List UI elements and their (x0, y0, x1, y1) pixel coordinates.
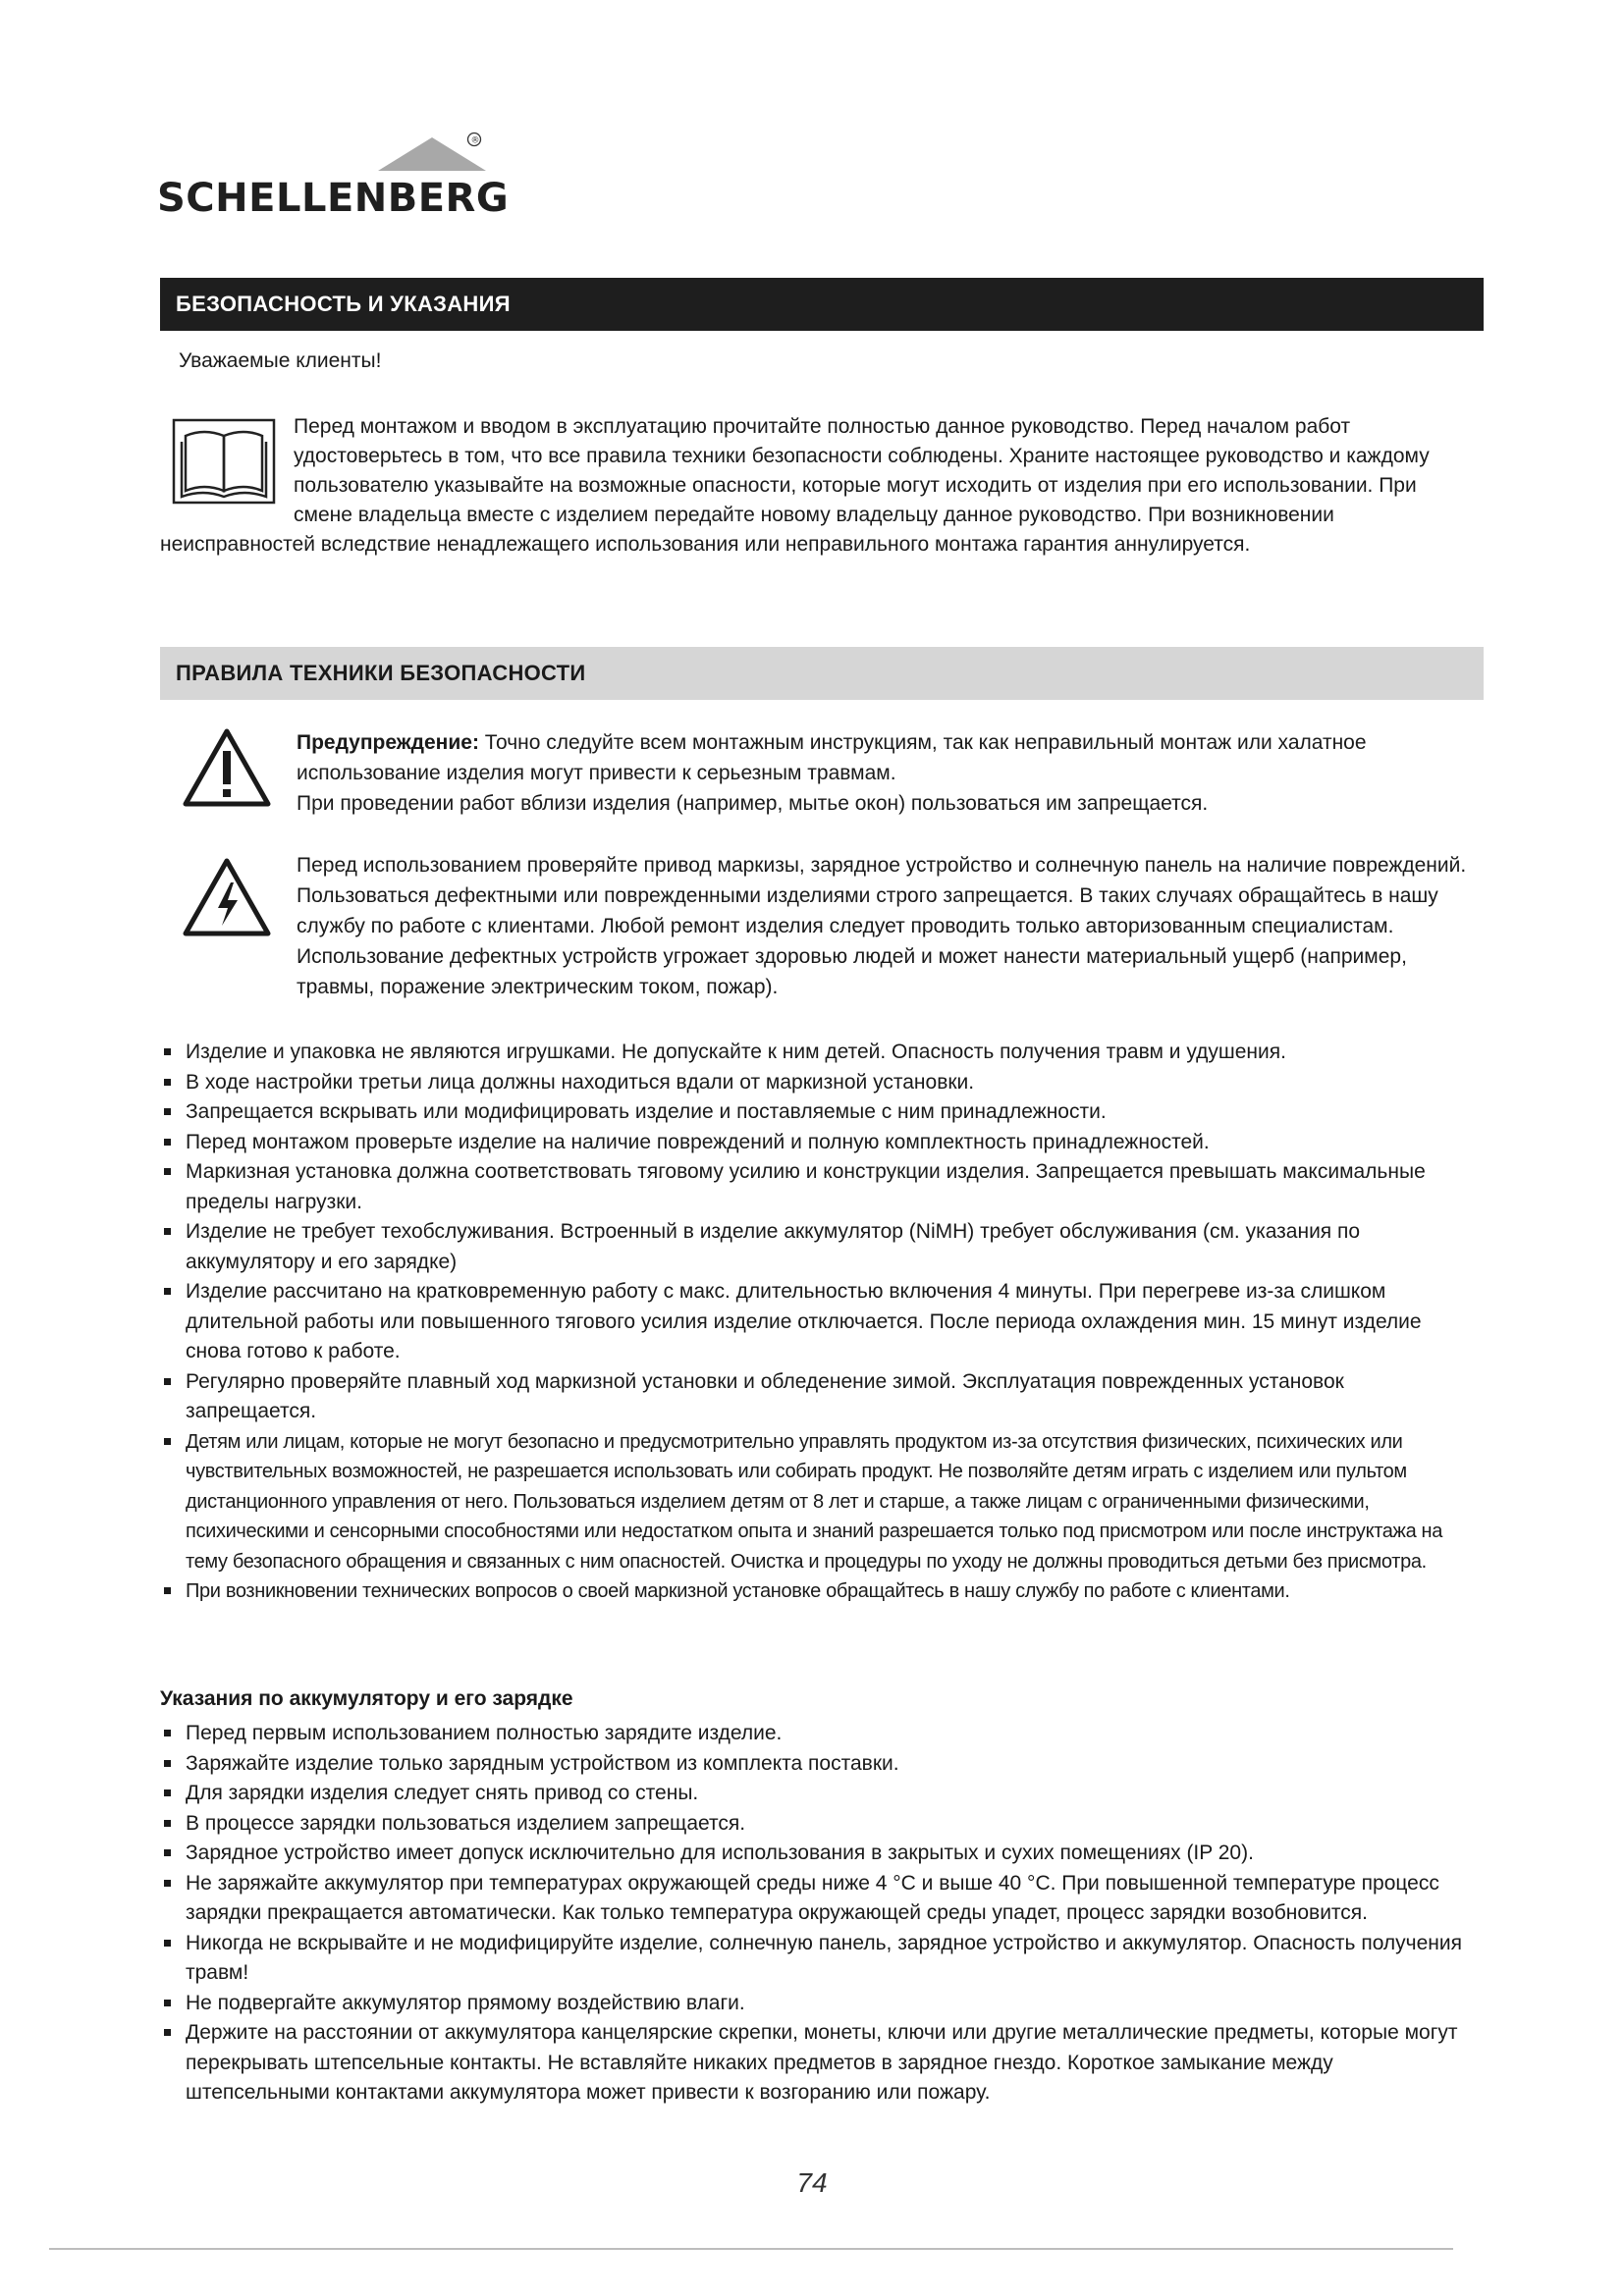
list-item: Изделие и упаковка не являются игрушками. Не допускайте к ним детей. Опасность получения травм и удушения. (160, 1038, 1476, 1068)
greeting: Уважаемые клиенты! (179, 349, 382, 372)
list-item: Не заряжайте аккумулятор при температурах окружающей среды ниже 4 °C и выше 40 °C. При повышенной температуре процесс зарядки прекращается автоматически. Как только температура окружающей среды упадет, процесс зарядки возобновится. (160, 1869, 1476, 1929)
list-item: Запрещается вскрывать или модифицировать изделие и поставляемые с ним принадлежности. (160, 1097, 1476, 1128)
brand-wordmark: SCHELLENBERG (157, 176, 510, 221)
electric-warning-text: Перед использованием проверяйте привод маркизы, зарядное устройство и солнечную панель на наличие повреждений. Пользоваться дефектными или поврежденными изделиями строго запрещается. В таких случаях обращайтесь в нашу службу по работе с клиентами. Любой ремонт изделия следует проводить только авторизованным специалистам. Использование дефектных устройств угрожает здоровью людей и может нанести материальный ущерб (например, травмы, поражение электрическим током, пожар). (297, 854, 1467, 998)
battery-subtitle: Указания по аккумулятору и его зарядке (160, 1687, 573, 1710)
list-item: Детям или лицам, которые не могут безопасно и предусмотрительно управлять продуктом из-за отсутствия физических, психических или чувствительных возможностей, не разрешается использовать или собирать продукт. Не позволяйте детям играть с изделием или пультом дистанционного управления от него. Пользоваться изделием детям от 8 лет и старше, а также лицам с ограниченными физическими, психическими и сенсорными способностями или недостатком опыта и знаний разрешается только под присмотром или после инструктажа на тему безопасного обращения и связанных с ним опасностей. Очистка и процедуры по уходу не должны проводиться детьми без присмотра. (160, 1427, 1476, 1577)
list-item: Заряжайте изделие только зарядным устройством из комплекта поставки. (160, 1749, 1476, 1780)
section-header-rules (160, 647, 1484, 700)
list-item: Никогда не вскрывайте и не модифицируйте изделие, солнечную панель, зарядное устройство и аккумулятор. Опасность получения травм! (160, 1929, 1476, 1989)
warning-label: Предупреждение: (297, 731, 479, 754)
list-item: Изделие рассчитано на кратковременную работу с макс. длительностью включения 4 минуты. При перегреве из-за слишком длительной работы или повышенного тягового усилия изделие отключается. После периода охлаждения мин. 15 минут изделие снова готово к работе. (160, 1277, 1476, 1367)
book-icon (172, 418, 276, 505)
page-number: 74 (796, 2167, 828, 2198)
warning-text (297, 727, 1475, 819)
electric-hazard-icon (183, 857, 271, 937)
intro-paragraph (160, 412, 1466, 560)
list-item: Зарядное устройство имеет допуск исключительно для использования в закрытых и сухих помещениях (IP 20). (160, 1839, 1476, 1869)
roof-logo-icon (157, 130, 491, 179)
footer-divider (49, 2248, 1453, 2250)
warning-body: Точно следуйте всем монтажным инструкциям, так как неправильный монтаж или халатное использование изделия могут привести к серьезным травмам. (297, 731, 1367, 784)
list-item: Маркизная установка должна соответствовать тяговому усилию и конструкции изделия. Запрещается превышать максимальные пределы нагрузки. (160, 1157, 1476, 1217)
list-item: При возникновении технических вопросов о своей маркизной установке обращайтесь в нашу службу по работе с клиентами. (160, 1576, 1476, 1607)
list-item: Для зарядки изделия следует снять привод со стены. (160, 1779, 1476, 1809)
section-title: ПРАВИЛА ТЕХНИКИ БЕЗОПАСНОСТИ (176, 661, 586, 685)
safety-rules-list (160, 1038, 1476, 1607)
warning-body-2: При проведении работ вблизи изделия (например, мытье окон) пользоваться им запрещается. (297, 792, 1209, 815)
list-item: Изделие не требует техобслуживания. Встроенный в изделие аккумулятор (NiMH) требует обслуживания (см. указания по аккумулятору и его зарядке) (160, 1217, 1476, 1277)
list-item: Регулярно проверяйте плавный ход маркизной установки и обледенение зимой. Эксплуатация поврежденных установок запрещается. (160, 1367, 1476, 1427)
list-item: Перед монтажом проверьте изделие на наличие повреждений и полную комплектность принадлежностей. (160, 1128, 1476, 1158)
registered-mark: ® (470, 135, 480, 146)
schellenberg-logo (157, 130, 510, 223)
intro-text: Перед монтажом и вводом в эксплуатацию прочитайте полностью данное руководство. Перед началом работ удостоверьтесь в том, что все правила техники безопасности соблюдены. Храните настоящее руководство и каждому пользователю указывайте на возможные опасности, которые могут исходить от изделия при его использовании. При смене владельца вместе с изделием передайте новому владельцу данное руководство. При возникновении неисправностей вследствие ненадлежащего использования или неправильного монтажа гарантия аннулируется. (160, 415, 1430, 556)
section-header-safety (160, 278, 1484, 331)
section-title: БЕЗОПАСНОСТЬ И УКАЗАНИЯ (176, 292, 511, 316)
list-item: Держите на расстоянии от аккумулятора канцелярские скрепки, монеты, ключи или другие металлические предметы, которые могут перекрывать штепсельные контакты. Не вставляйте никаких предметов в зарядное гнездо. Короткое замыкание между штепсельными контактами аккумулятора может привести к возгоранию или пожару. (160, 2018, 1476, 2109)
list-item: В процессе зарядки пользоваться изделием запрещается. (160, 1809, 1476, 1840)
warning-triangle-icon (183, 727, 271, 808)
list-item: Перед первым использованием полностью зарядите изделие. (160, 1719, 1476, 1749)
list-item: В ходе настройки третьи лица должны находиться вдали от маркизной установки. (160, 1068, 1476, 1098)
list-item: Не подвергайте аккумулятор прямому воздействию влаги. (160, 1989, 1476, 2019)
battery-list (160, 1719, 1476, 2109)
